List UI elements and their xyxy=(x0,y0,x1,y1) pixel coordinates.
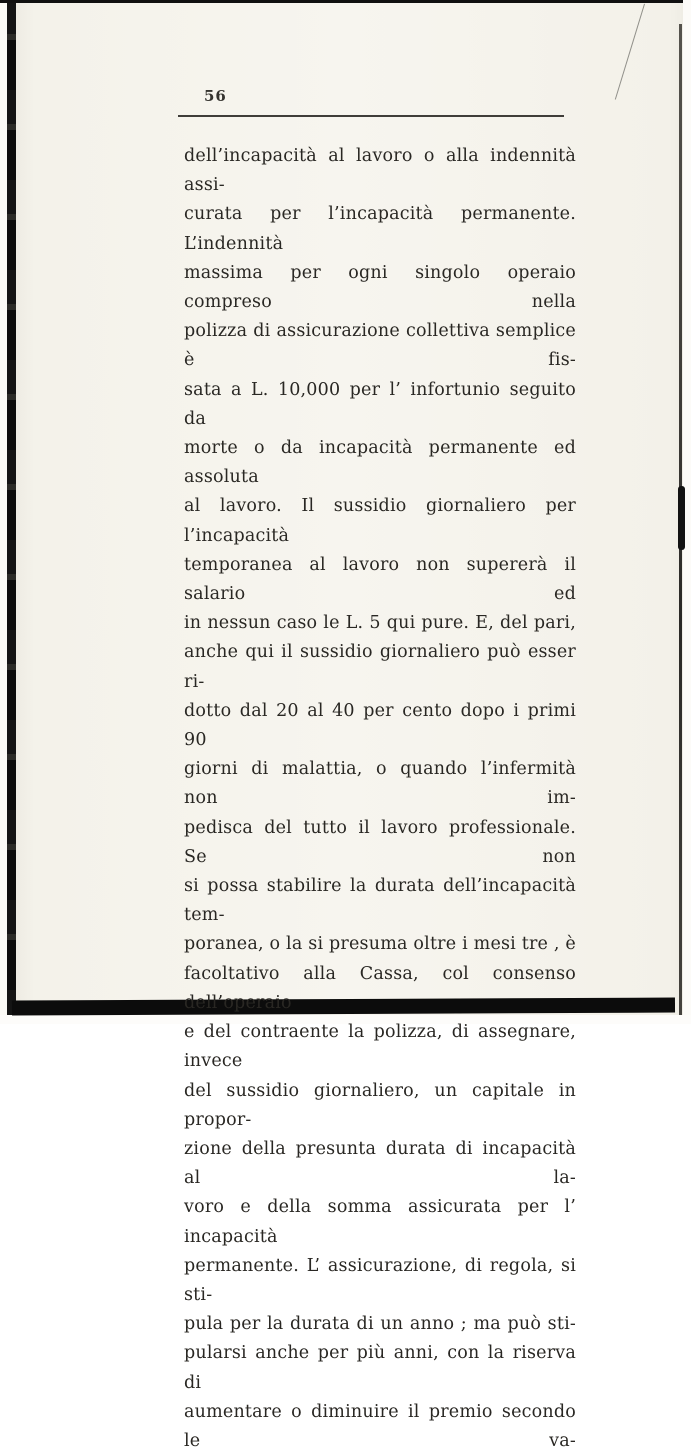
text-line: morte o da incapacità permanente ed assoluta xyxy=(184,438,576,488)
text-line: dell’incapacità al lavoro o alla indennità assi- xyxy=(184,146,576,196)
text-line: curata per l’incapacità permanente. L’indennità xyxy=(184,204,576,254)
text-line: poranea, o la si presuma oltre i mesi tre , è xyxy=(184,934,576,955)
scanner-bed-left xyxy=(0,0,7,1024)
page-content xyxy=(184,86,576,1456)
text-line: permanente. L’ assicurazione, di regola, si sti- xyxy=(184,1255,576,1305)
text-line: pula per la durata di un anno ; ma può sti- xyxy=(184,1314,576,1335)
text-line: aumentare o diminuire il premio secondo le va- xyxy=(184,1401,576,1451)
text-line: giorni di malattia, o quando l’infermità non im- xyxy=(184,759,576,809)
text-line: zione della presunta durata di incapacità al la- xyxy=(184,1138,576,1189)
text-line: temporanea al lavoro non supererà il salario ed xyxy=(184,554,576,605)
body-text xyxy=(184,142,576,1456)
text-line: sata a L. 10,000 per l’ infortunio seguito da xyxy=(184,379,576,429)
scan-edge-right-mark xyxy=(678,486,685,550)
text-line: e del contraente la polizza, di assegnare, invece xyxy=(184,1022,576,1072)
text-line: in nessun caso le L. 5 qui pure. E, del pari, xyxy=(184,613,576,634)
text-line: massima per ogni singolo operaio compreso nella xyxy=(184,262,576,313)
scan-edge-top xyxy=(0,0,691,3)
text-line: al lavoro. Il sussidio giornaliero per l’incapacità xyxy=(184,496,576,546)
text-line: si possa stabilire la durata dell’incapacità tem- xyxy=(184,876,576,926)
text-line: dotto dal 20 al 40 per cento dopo i primi 90 xyxy=(184,700,576,751)
page-number: 56 xyxy=(204,87,227,105)
text-line: voro e della somma assicurata per l’ incapacità xyxy=(184,1197,576,1247)
text-line: pedisca del tutto il lavoro professionale. Se non xyxy=(184,817,576,867)
header-rule xyxy=(178,115,564,117)
text-line: pularsi anche per più anni, con la riserva di xyxy=(184,1343,576,1393)
scan-edge-left xyxy=(7,0,16,1024)
text-line: facoltativo alla Cassa, col consenso dell’operaio xyxy=(184,963,576,1013)
text-line: anche qui il sussidio giornaliero può esser ri- xyxy=(184,642,576,692)
text-line: del sussidio giornaliero, un capitale in propor- xyxy=(184,1080,576,1130)
text-line: polizza di assicurazione collettiva semplice è fis- xyxy=(184,321,576,371)
